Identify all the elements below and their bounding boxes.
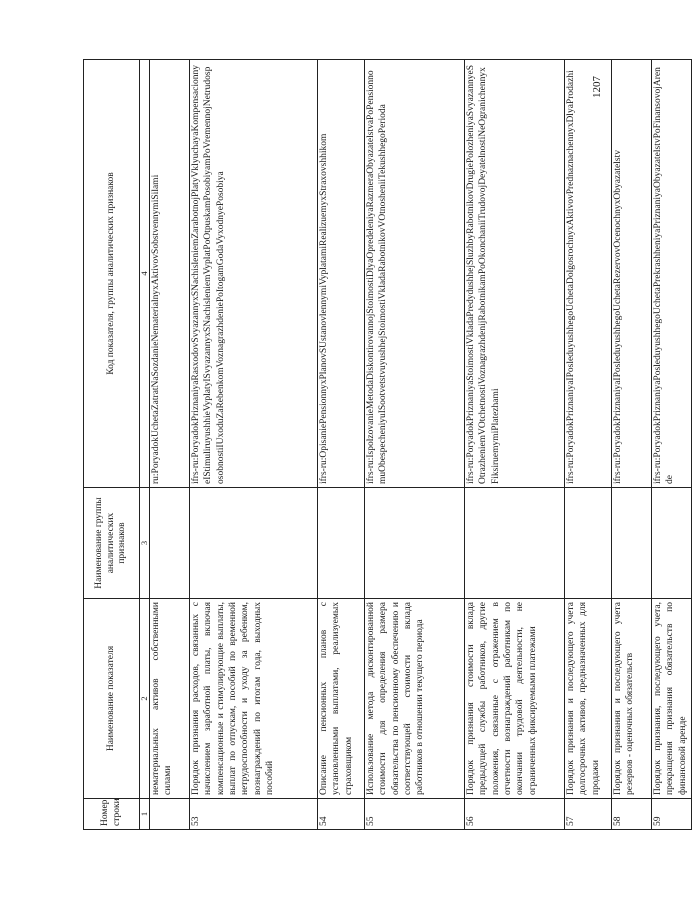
row-number: 59 — [652, 799, 692, 830]
row-number: 55 — [365, 799, 465, 830]
header-row-number: Номер строки — [84, 799, 140, 830]
indicator-code: ru:PoryadokUchetaZatratNaSozdanieNematerialnyxAktivovSobstvennymiSilami — [150, 60, 190, 488]
table-row — [652, 60, 692, 830]
indicator-name: Порядок признания и последующего учета долгосрочных активов, предназначенных для продажи — [565, 599, 612, 799]
indicator-code: ifrs-ru:PoryadokPriznaniyaIPosleduyushhegoUchetaRezervovOcenochnyxObyazatelstv — [612, 60, 652, 488]
indicator-name: Порядок признания расходов, связанных с начислением заработной платы, включая компенсационные и стимулирующие выплаты, выплат по отпускам, пособий по временной нетрудоспособности и уходу за ребенком, вознаграждений по итогам года, выходных пособий — [190, 599, 318, 799]
row-number — [150, 799, 190, 830]
row-number: 56 — [465, 799, 565, 830]
indicator-table — [83, 59, 692, 830]
header-indicator-name: Наименование показателя — [84, 599, 140, 799]
group-name — [465, 488, 565, 599]
indicator-code: ifrs-ru:IspolzovanieMetodaDiskontirovannojStoimostiDlyaOpredeleniyaRazmeraObyazatelstvaPoPensionnomuObespecheniyuISootvetstvuyushhejStoimostiVkladaRabotnikovVOtnosheniiTekushhegoPerioda — [365, 60, 465, 488]
indicator-name: Порядок признания и последующего учета резервов - оценочных обязательств — [612, 599, 652, 799]
group-name — [612, 488, 652, 599]
table-row — [612, 60, 652, 830]
indicator-name: Использование метода дисконтированной стоимости для определения размера обязательства по пенсионному обеспечению и соответствующей стоимости вклада работников в отношении текущего периода — [365, 599, 465, 799]
column-number: 1 — [140, 799, 150, 830]
group-name — [190, 488, 318, 599]
indicator-code: ifrs-ru:PoryadokPriznaniyaRasxodovSvyazannyxSNachisleniemZarabotnojPlatyVklyuchayaKompensacionnyeIStimuliruyushhieVyplatyISvyazannyxSNachisleniemVyplatPoOtpuskamPosobiyamPoVremennojNetrudosposobnostiIUxoduZaRebenkomVoznagrazhdeniePoItogamGodaVyxodnyePosobiya — [190, 60, 318, 488]
indicator-code: ifrs-ru:PoryadokPriznaniyaStoimostiVkladaPredydushhejSluzhbyRabotnikovDrugiePolozheniyaSvyazannyeSOtrazheniemVOtchetnostiVoznagrazhdenijRabotnikamPoOkonchaniiTrudovojDeyatelnostiNeOgranichennyxFiksiruemymiPlatezhami — [465, 60, 565, 488]
table-row — [318, 60, 365, 830]
header-indicator-code: Код показателя, группы аналитических признаков — [84, 60, 140, 488]
indicator-code: ifrs-ru:PoryadokPriznaniyaPosleduyushhegoUchetaPrekrashheniyaPriznaniyaObyazatelstvPoFinansovojArende — [652, 60, 692, 488]
group-name — [150, 488, 190, 599]
column-numbers-row — [140, 60, 150, 830]
indicator-name: нематериальных активов собственными силами — [150, 599, 190, 799]
indicator-code: ifrs-ru:PoryadokPriznaniyaIPosleduyushhegoUchetaDolgosrochnyxAktivovPrednaznachennyxDlyaProdazhi — [565, 60, 612, 488]
indicator-name: Порядок признания стоимости вклада предыдущей службы работников, другие положения, связанные с отражением в отчетности вознаграждений работникам по окончании трудовой деятельности, не ограниченных фиксируемыми платежами — [465, 599, 565, 799]
column-number: 4 — [140, 60, 150, 488]
table-row — [190, 60, 318, 830]
table-row — [150, 60, 190, 830]
page-number: 1207 — [591, 76, 603, 98]
table-header-row — [84, 60, 140, 830]
table-row — [465, 60, 565, 830]
indicator-code: ifrs-ru:OpisaniePensionnyxPlanovSUstanovlennymiVyplatamiRealizuemyxStraxovshhikom — [318, 60, 365, 488]
group-name — [365, 488, 465, 599]
row-number: 58 — [612, 799, 652, 830]
row-number: 53 — [190, 799, 318, 830]
group-name — [318, 488, 365, 599]
table-row — [365, 60, 465, 830]
column-number: 2 — [140, 599, 150, 799]
row-number: 57 — [565, 799, 612, 830]
row-number: 54 — [318, 799, 365, 830]
indicator-name: Порядок признания, последующего учета, прекращения признания обязательств по финансовой аренде — [652, 599, 692, 799]
indicator-name: Описание пенсионных планов с установленными выплатами, реализуемых страховщиком — [318, 599, 365, 799]
group-name — [652, 488, 692, 599]
header-group-name: Наименование группы аналитических признаков — [84, 488, 140, 599]
group-name — [565, 488, 612, 599]
table-row — [565, 60, 612, 830]
column-number: 3 — [140, 488, 150, 599]
